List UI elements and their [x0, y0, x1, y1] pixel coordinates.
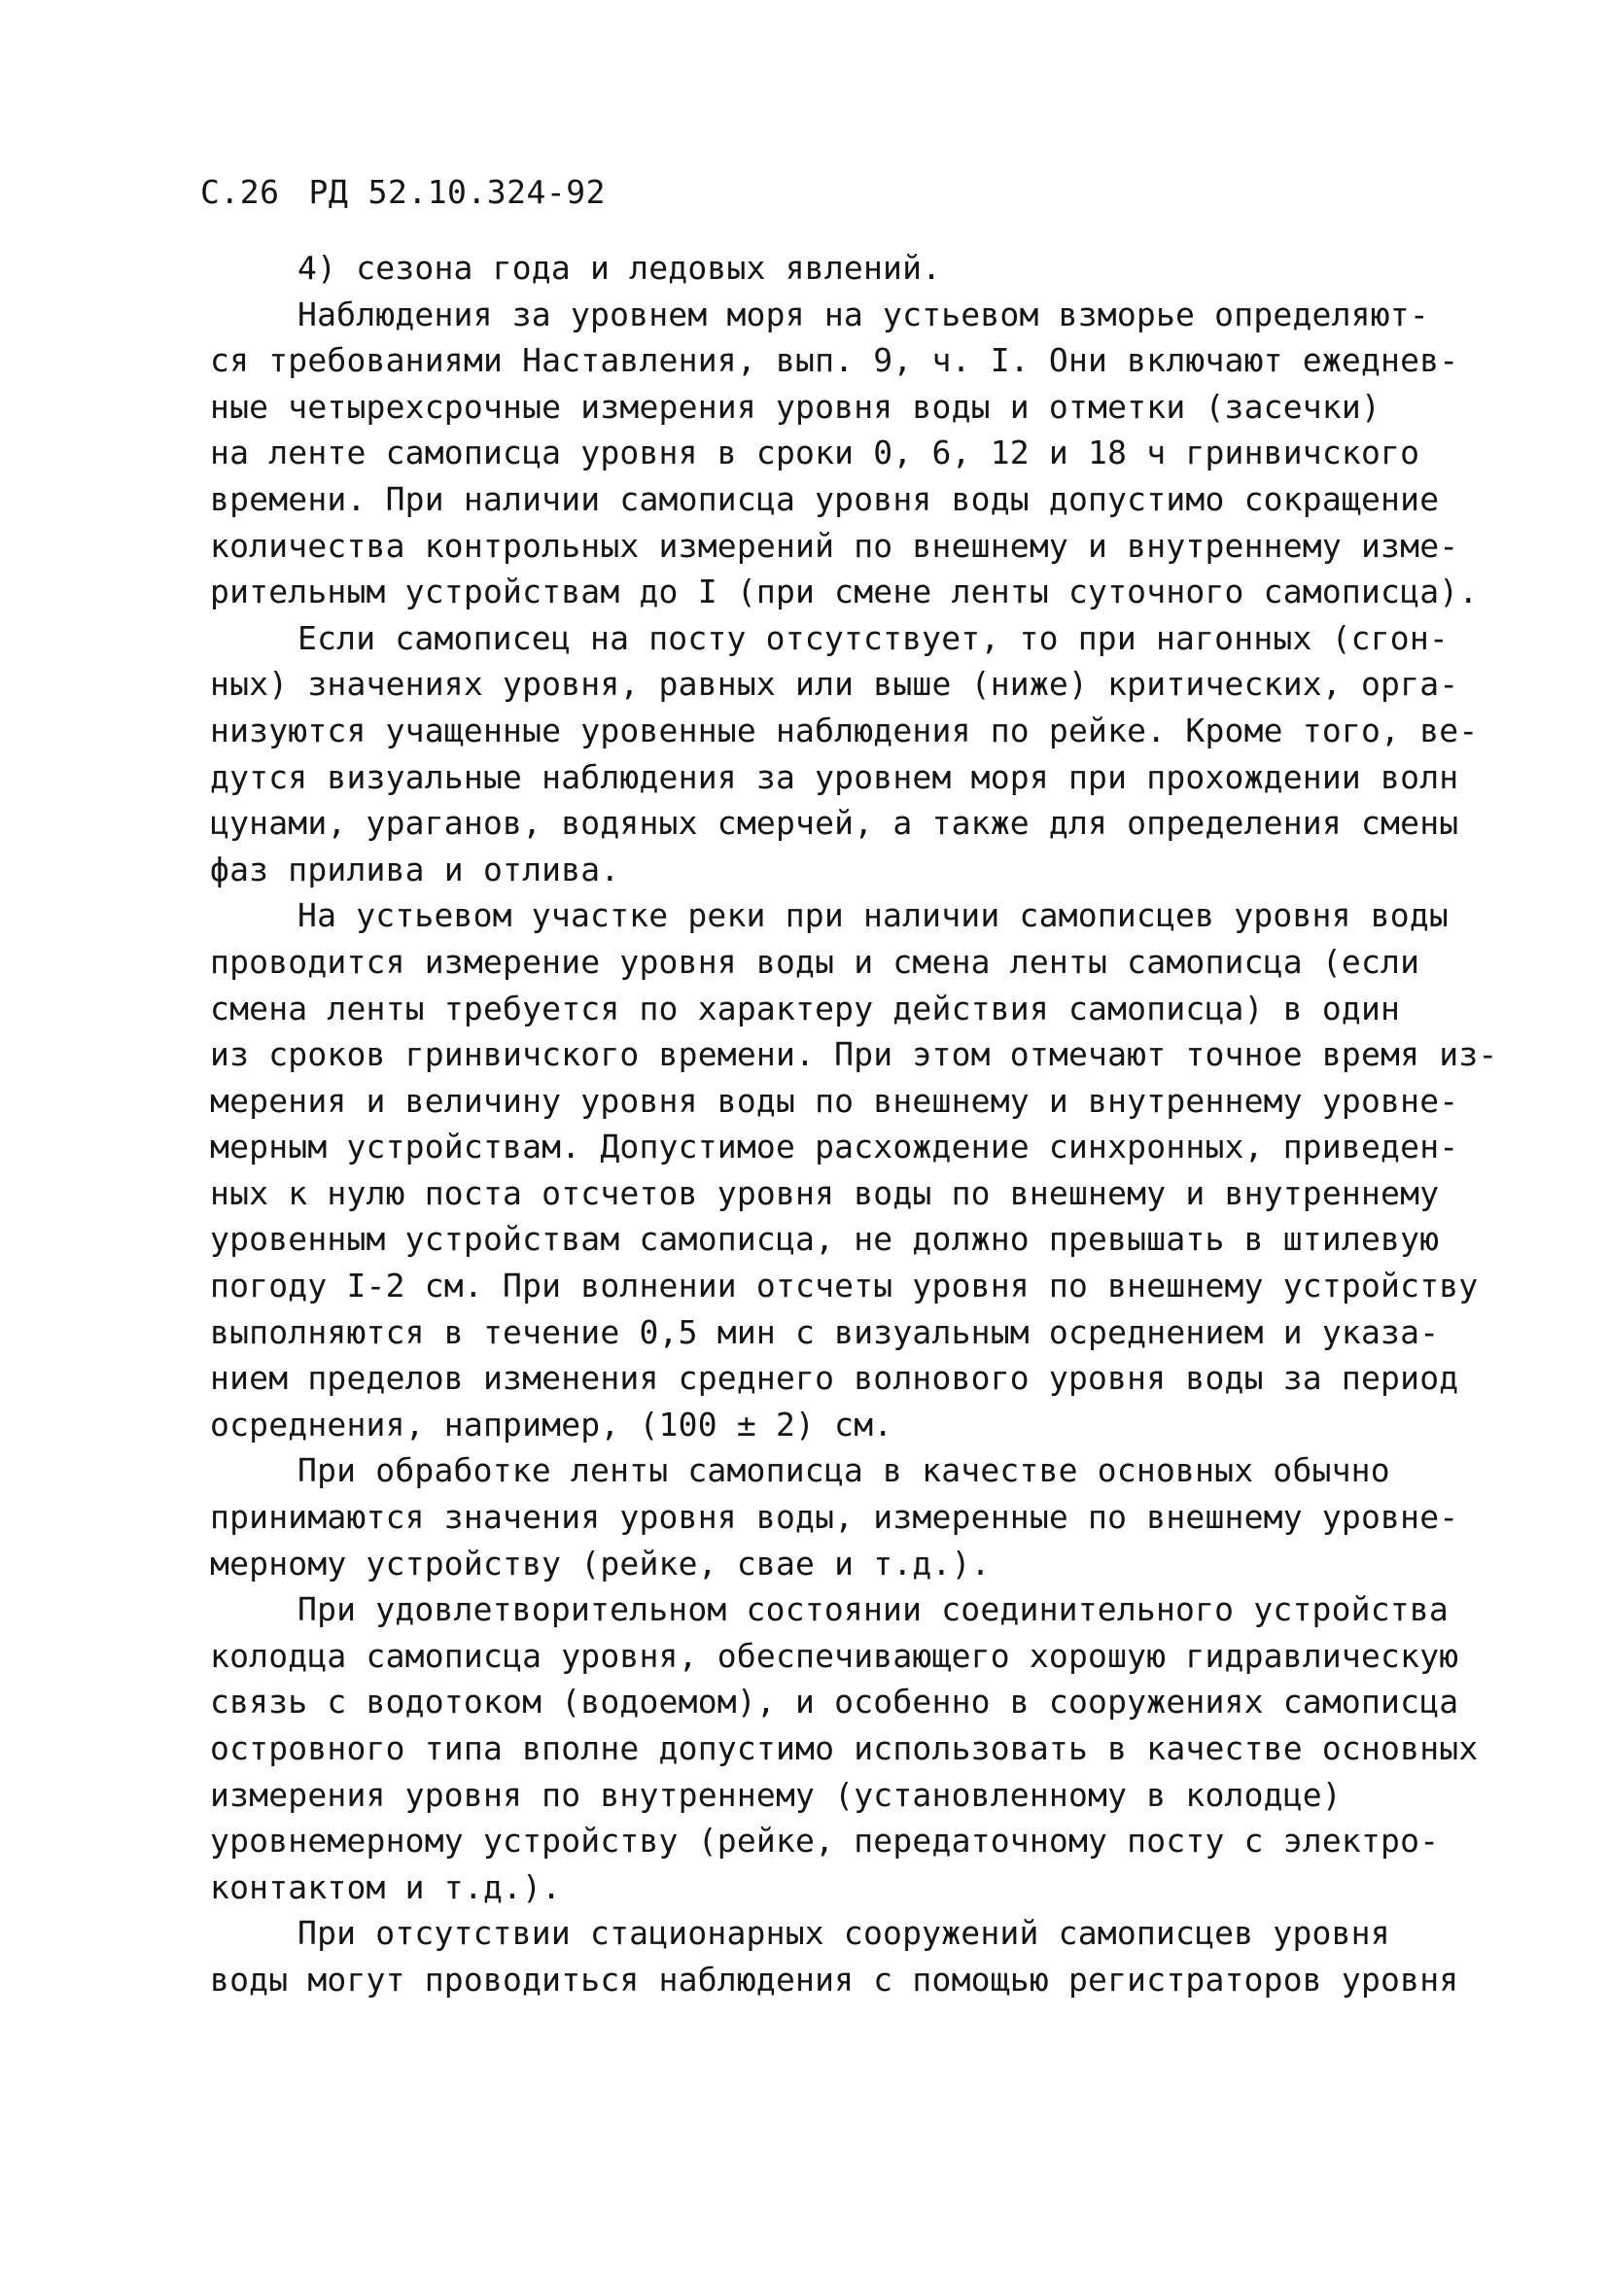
text-line: мерным устройствам. Допустимое расхождение синхронных, приведен- [210, 1128, 1459, 1166]
text-line: на ленте самописца уровня в сроки 0, 6, 12 и 18 ч гринвичского [210, 434, 1420, 472]
text-line: При обработке ленты самописца в качестве основных обычно [297, 1451, 1390, 1490]
text-line: ные четырехсрочные измерения уровня воды и отметки (засечки) [210, 387, 1381, 426]
text-line: времени. При наличии самописца уровня воды допустимо сокращение [210, 479, 1440, 518]
text-line: воды могут проводиться наблюдения с помощью регистраторов уровня [210, 1960, 1459, 1999]
text-line: колодца самописца уровня, обеспечивающего хорошую гидравлическую [210, 1636, 1459, 1675]
text-line: измерения уровня по внутреннему (установленному в колодце) [210, 1775, 1342, 1814]
page-header [200, 173, 606, 211]
text-line: мерения и величину уровня воды по внешнему и внутреннему уровне- [210, 1081, 1459, 1120]
text-line: выполняются в течение 0,5 мин с визуальным осреднением и указа- [210, 1312, 1440, 1351]
text-line: контактом и т.д.). [210, 1867, 562, 1906]
body-text [210, 245, 1498, 2003]
document-id: РД 52.10.324-92 [308, 173, 606, 211]
text-line: 4) сезона года и ледовых явлений. [297, 249, 942, 287]
text-line: цунами, ураганов, водяных смерчей, а также для определения смены [210, 804, 1459, 843]
text-line: погоду I-2 см. При волнении отсчеты уровня по внешнему устройству [210, 1267, 1479, 1305]
text-line: количества контрольных измерений по внешнему и внутреннему изме- [210, 526, 1459, 565]
text-line: ся требованиями Наставления, вып. 9, ч. I. Они включают ежеднев- [210, 341, 1459, 380]
text-line: мерному устройству (рейке, свае и т.д.). [210, 1544, 991, 1583]
page-number: С.26 [200, 173, 280, 211]
text-line: из сроков гринвичского времени. При этом отмечают точное время из- [210, 1035, 1498, 1074]
text-line: проводится измерение уровня воды и смена ленты самописца (если [210, 942, 1420, 981]
text-line: связь с водотоком (водоемом), и особенно в сооружениях самописца [210, 1683, 1459, 1722]
text-line: островного типа вполне допустимо использовать в качестве основных [210, 1729, 1479, 1767]
text-line: ных) значениях уровня, равных или выше (ниже) критических, орга- [210, 665, 1459, 704]
text-line: При отсутствии стационарных сооружений самописцев уровня [297, 1914, 1390, 1953]
text-line: низуются учащенные уровенные наблюдения по рейке. Кроме того, ве- [210, 711, 1479, 749]
text-line: уровенным устройствам самописца, не должно превышать в штилевую [210, 1220, 1440, 1259]
text-line: смена ленты требуется по характеру действия самописца) в один [210, 989, 1401, 1027]
text-line: Если самописец на посту отсутствует, то при нагонных (сгон- [297, 618, 1449, 657]
text-line: ных к нулю поста отсчетов уровня воды по внешнему и внутреннему [210, 1173, 1440, 1212]
text-line: рительным устройствам до I (при смене ленты суточного самописца). [210, 573, 1479, 611]
text-line: нием пределов изменения среднего волнового уровня воды за период [210, 1359, 1459, 1398]
text-line: На устьевом участке реки при наличии самописцев уровня воды [297, 896, 1449, 935]
text-line: осреднения, например, (100 ± 2) см. [210, 1405, 893, 1444]
text-line: Наблюдения за уровнем моря на устьевом взморье определяют- [297, 295, 1429, 333]
text-line: фаз прилива и отлива. [210, 850, 620, 888]
text-line: дутся визуальные наблюдения за уровнем моря при прохождении волн [210, 757, 1459, 796]
text-line: При удовлетворительном состоянии соединительного устройства [297, 1590, 1449, 1629]
text-line: принимаются значения уровня воды, измеренные по внешнему уровне- [210, 1498, 1459, 1537]
text-line: уровнемерному устройству (рейке, передаточному посту с электро- [210, 1822, 1440, 1861]
